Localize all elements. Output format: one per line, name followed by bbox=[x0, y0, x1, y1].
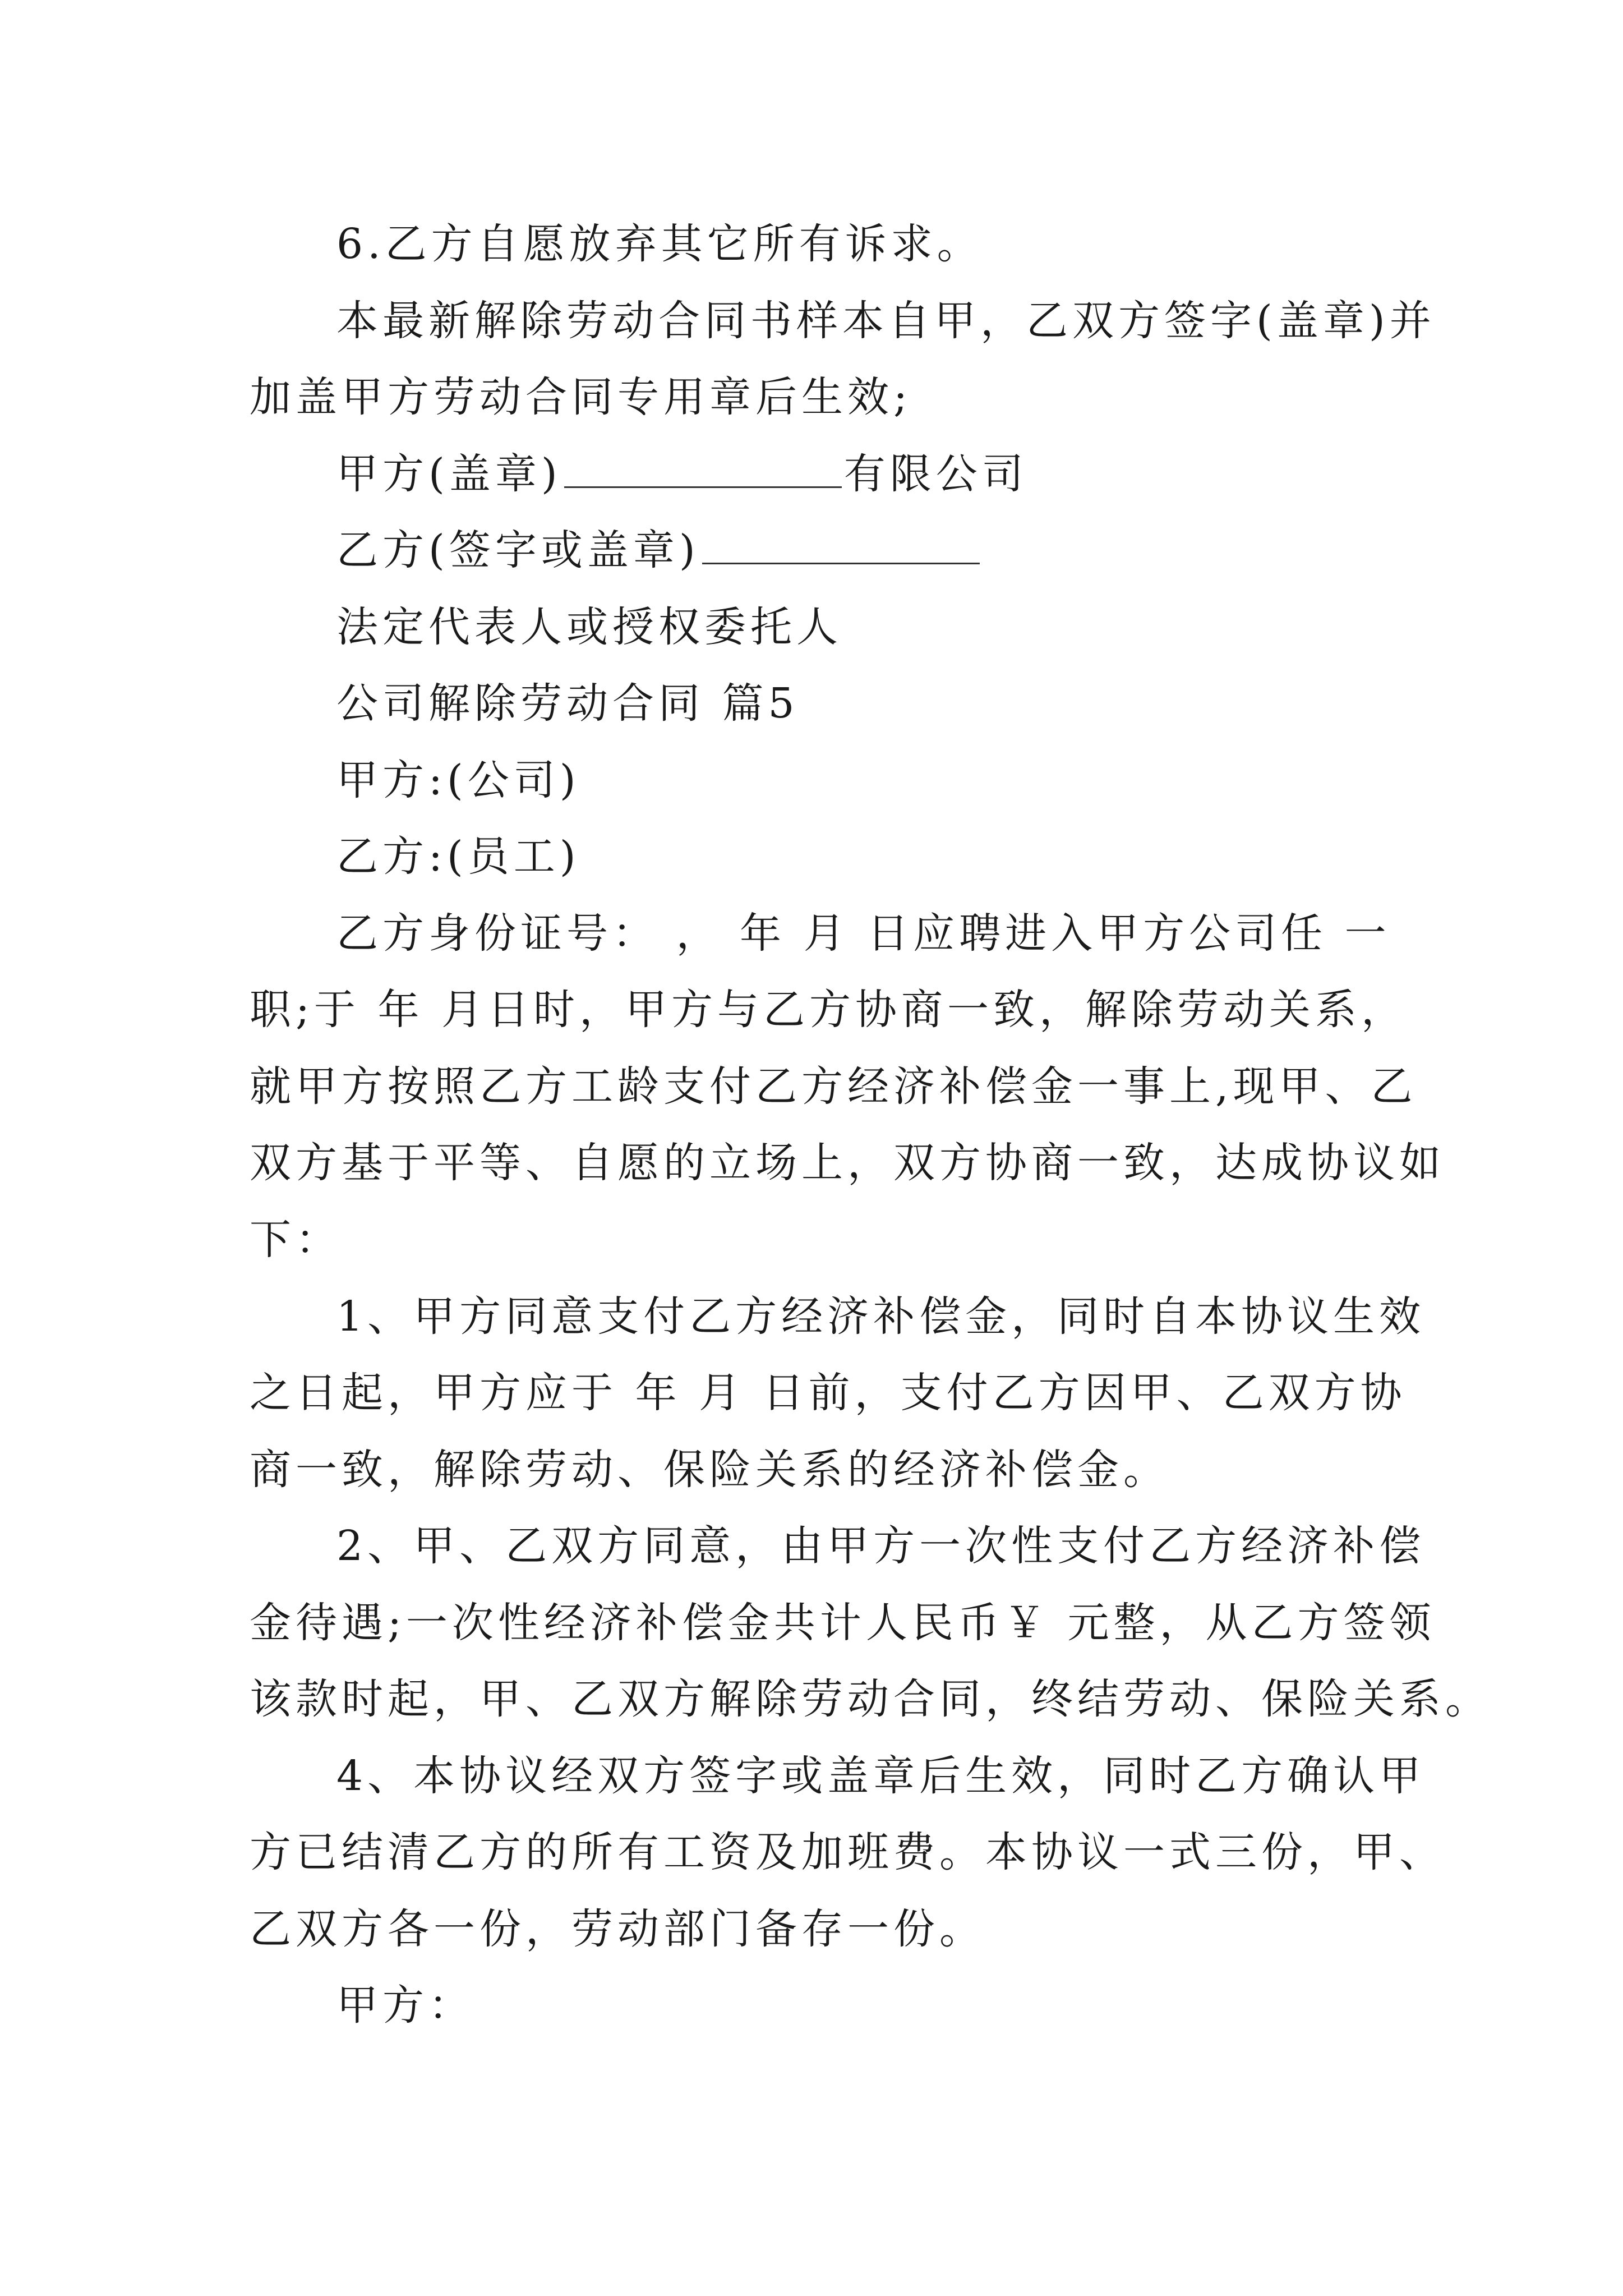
paragraph-line: 法定代表人或授权委托人 bbox=[336, 603, 842, 651]
party-a-seal-label: 甲方(盖章) bbox=[336, 450, 562, 498]
paragraph-line: 双方基于平等、自愿的立场上，双方协商一致，达成协议如 bbox=[250, 1139, 1445, 1187]
section-heading: 公司解除劳动合同 篇5 bbox=[336, 679, 799, 728]
party-a-blank bbox=[564, 453, 842, 488]
party-a-line: 甲方:(公司) bbox=[336, 756, 580, 804]
paragraph-line: 商一致，解除劳动、保险关系的经济补偿金。 bbox=[250, 1446, 1169, 1494]
paragraph-line: 方已结清乙方的所有工资及加班费。本协议一式三份，甲、 bbox=[250, 1828, 1445, 1876]
party-b-blank bbox=[702, 529, 980, 564]
signature-line-party-a bbox=[336, 446, 1028, 502]
paragraph-line: 就甲方按照乙方工龄支付乙方经济补偿金一事上,现甲、乙 bbox=[250, 1062, 1417, 1111]
paragraph-line: 金待遇;一次性经济补偿金共计人民币￥ 元整，从乙方签领 bbox=[250, 1599, 1436, 1647]
paragraph-line: 本最新解除劳动合同书样本自甲，乙双方签字(盖章)并 bbox=[336, 297, 1436, 345]
signature-line-party-b bbox=[336, 522, 982, 578]
paragraph-line: 之日起，甲方应于 年 月 日前，支付乙方因甲、乙双方协 bbox=[250, 1369, 1407, 1417]
company-suffix: 有限公司 bbox=[843, 450, 1028, 498]
paragraph-line: 乙双方各一份，劳动部门备存一份。 bbox=[250, 1905, 985, 1953]
paragraph-line: 2、甲、乙双方同意，由甲方一次性支付乙方经济补偿 bbox=[336, 1522, 1426, 1570]
paragraph-line: 职;于 年 月日时，甲方与乙方协商一致，解除劳动关系， bbox=[250, 986, 1407, 1034]
party-b-sign-label: 乙方(签字或盖章) bbox=[336, 526, 700, 574]
paragraph-line: 6.乙方自愿放弃其它所有诉求。 bbox=[336, 220, 983, 268]
paragraph-line: 加盖甲方劳动合同专用章后生效; bbox=[250, 373, 912, 421]
paragraph-line: 乙方身份证号： ， 年 月 日应聘进入甲方公司任 一 bbox=[336, 909, 1391, 958]
paragraph-line: 4、本协议经双方签字或盖章后生效，同时乙方确认甲 bbox=[336, 1752, 1426, 1800]
paragraph-line: 下： bbox=[250, 1216, 342, 1264]
paragraph-line: 1、甲方同意支付乙方经济补偿金，同时自本协议生效 bbox=[336, 1292, 1426, 1341]
party-b-line: 乙方:(员工) bbox=[336, 832, 580, 881]
party-a-signature-label: 甲方： bbox=[336, 1981, 474, 2030]
paragraph-line: 该款时起，甲、乙双方解除劳动合同，终结劳动、保险关系。 bbox=[250, 1675, 1491, 1723]
